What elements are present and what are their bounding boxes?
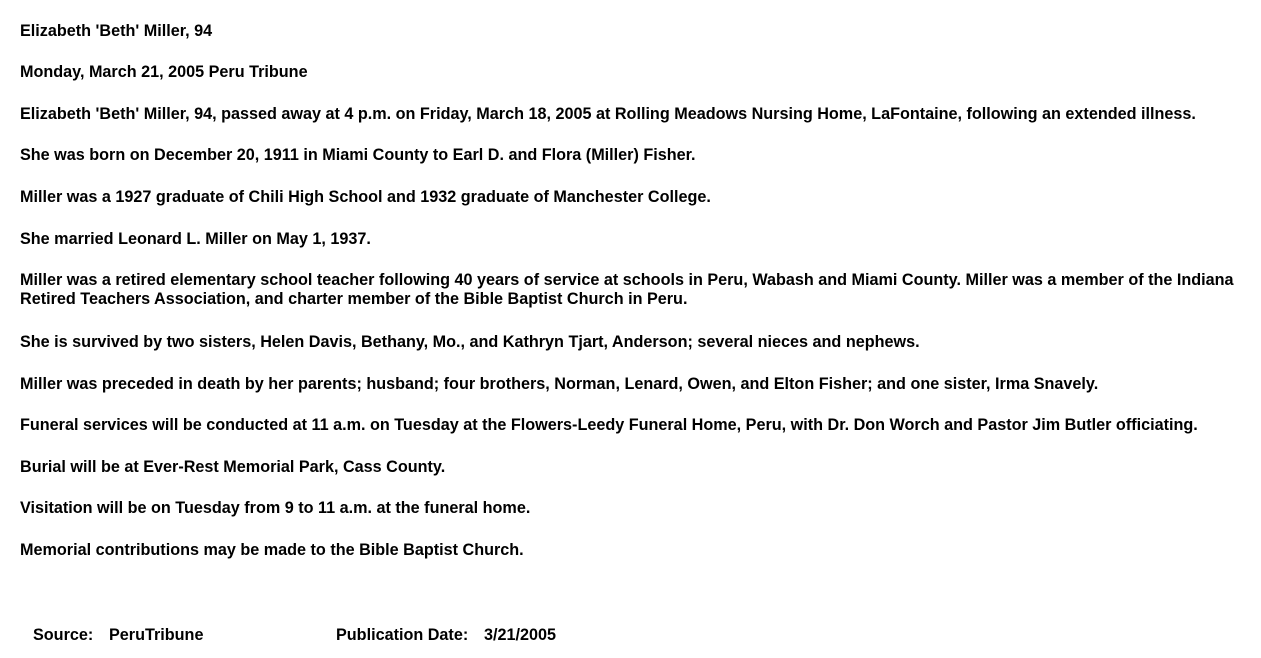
paragraph-marriage: She married Leonard L. Miller on May 1, 1937. [20,230,371,248]
source-label: Source: [33,626,94,644]
paragraph-memorial: Memorial contributions may be made to the Bible Baptist Church. [20,541,524,559]
paragraph-death-notice: Elizabeth 'Beth' Miller, 94, passed away at 4 p.m. on Friday, March 18, 2005 at Rolling Meadows Nursing Home, LaFontaine, following an extended illness. [20,105,1196,123]
dateline: Monday, March 21, 2005 Peru Tribune [20,63,308,81]
paragraph-preceded: Miller was preceded in death by her parents; husband; four brothers, Norman, Lenard, Owen, and Elton Fisher; and one sister, Irma Snavely. [20,375,1099,393]
paragraph-burial: Burial will be at Ever-Rest Memorial Park, Cass County. [20,458,446,476]
paragraph-career: Miller was a retired elementary school teacher following 40 years of service at schools in Peru, Wabash and Miami County. Miller was a member of the Indiana Retired Teachers Association, and charter member of the Bible Baptist Church in Peru. [20,271,1234,308]
paragraph-education: Miller was a 1927 graduate of Chili High School and 1932 graduate of Manchester College. [20,188,711,206]
source-value: PeruTribune [109,626,204,644]
paragraph-visitation: Visitation will be on Tuesday from 9 to 11 a.m. at the funeral home. [20,499,531,517]
publication-date-value: 3/21/2005 [484,626,557,644]
paragraph-funeral: Funeral services will be conducted at 11 a.m. on Tuesday at the Flowers-Leedy Funeral Home, Peru, with Dr. Don Worch and Pastor Jim Butler officiating. [20,416,1198,434]
publication-date-label: Publication Date: [336,626,469,644]
paragraph-survivors: She is survived by two sisters, Helen Davis, Bethany, Mo., and Kathryn Tjart, Anderson; several nieces and nephews. [20,333,920,351]
obituary-title: Elizabeth 'Beth' Miller, 94 [20,22,213,40]
paragraph-birth: She was born on December 20, 1911 in Miami County to Earl D. and Flora (Miller) Fisher. [20,146,696,164]
